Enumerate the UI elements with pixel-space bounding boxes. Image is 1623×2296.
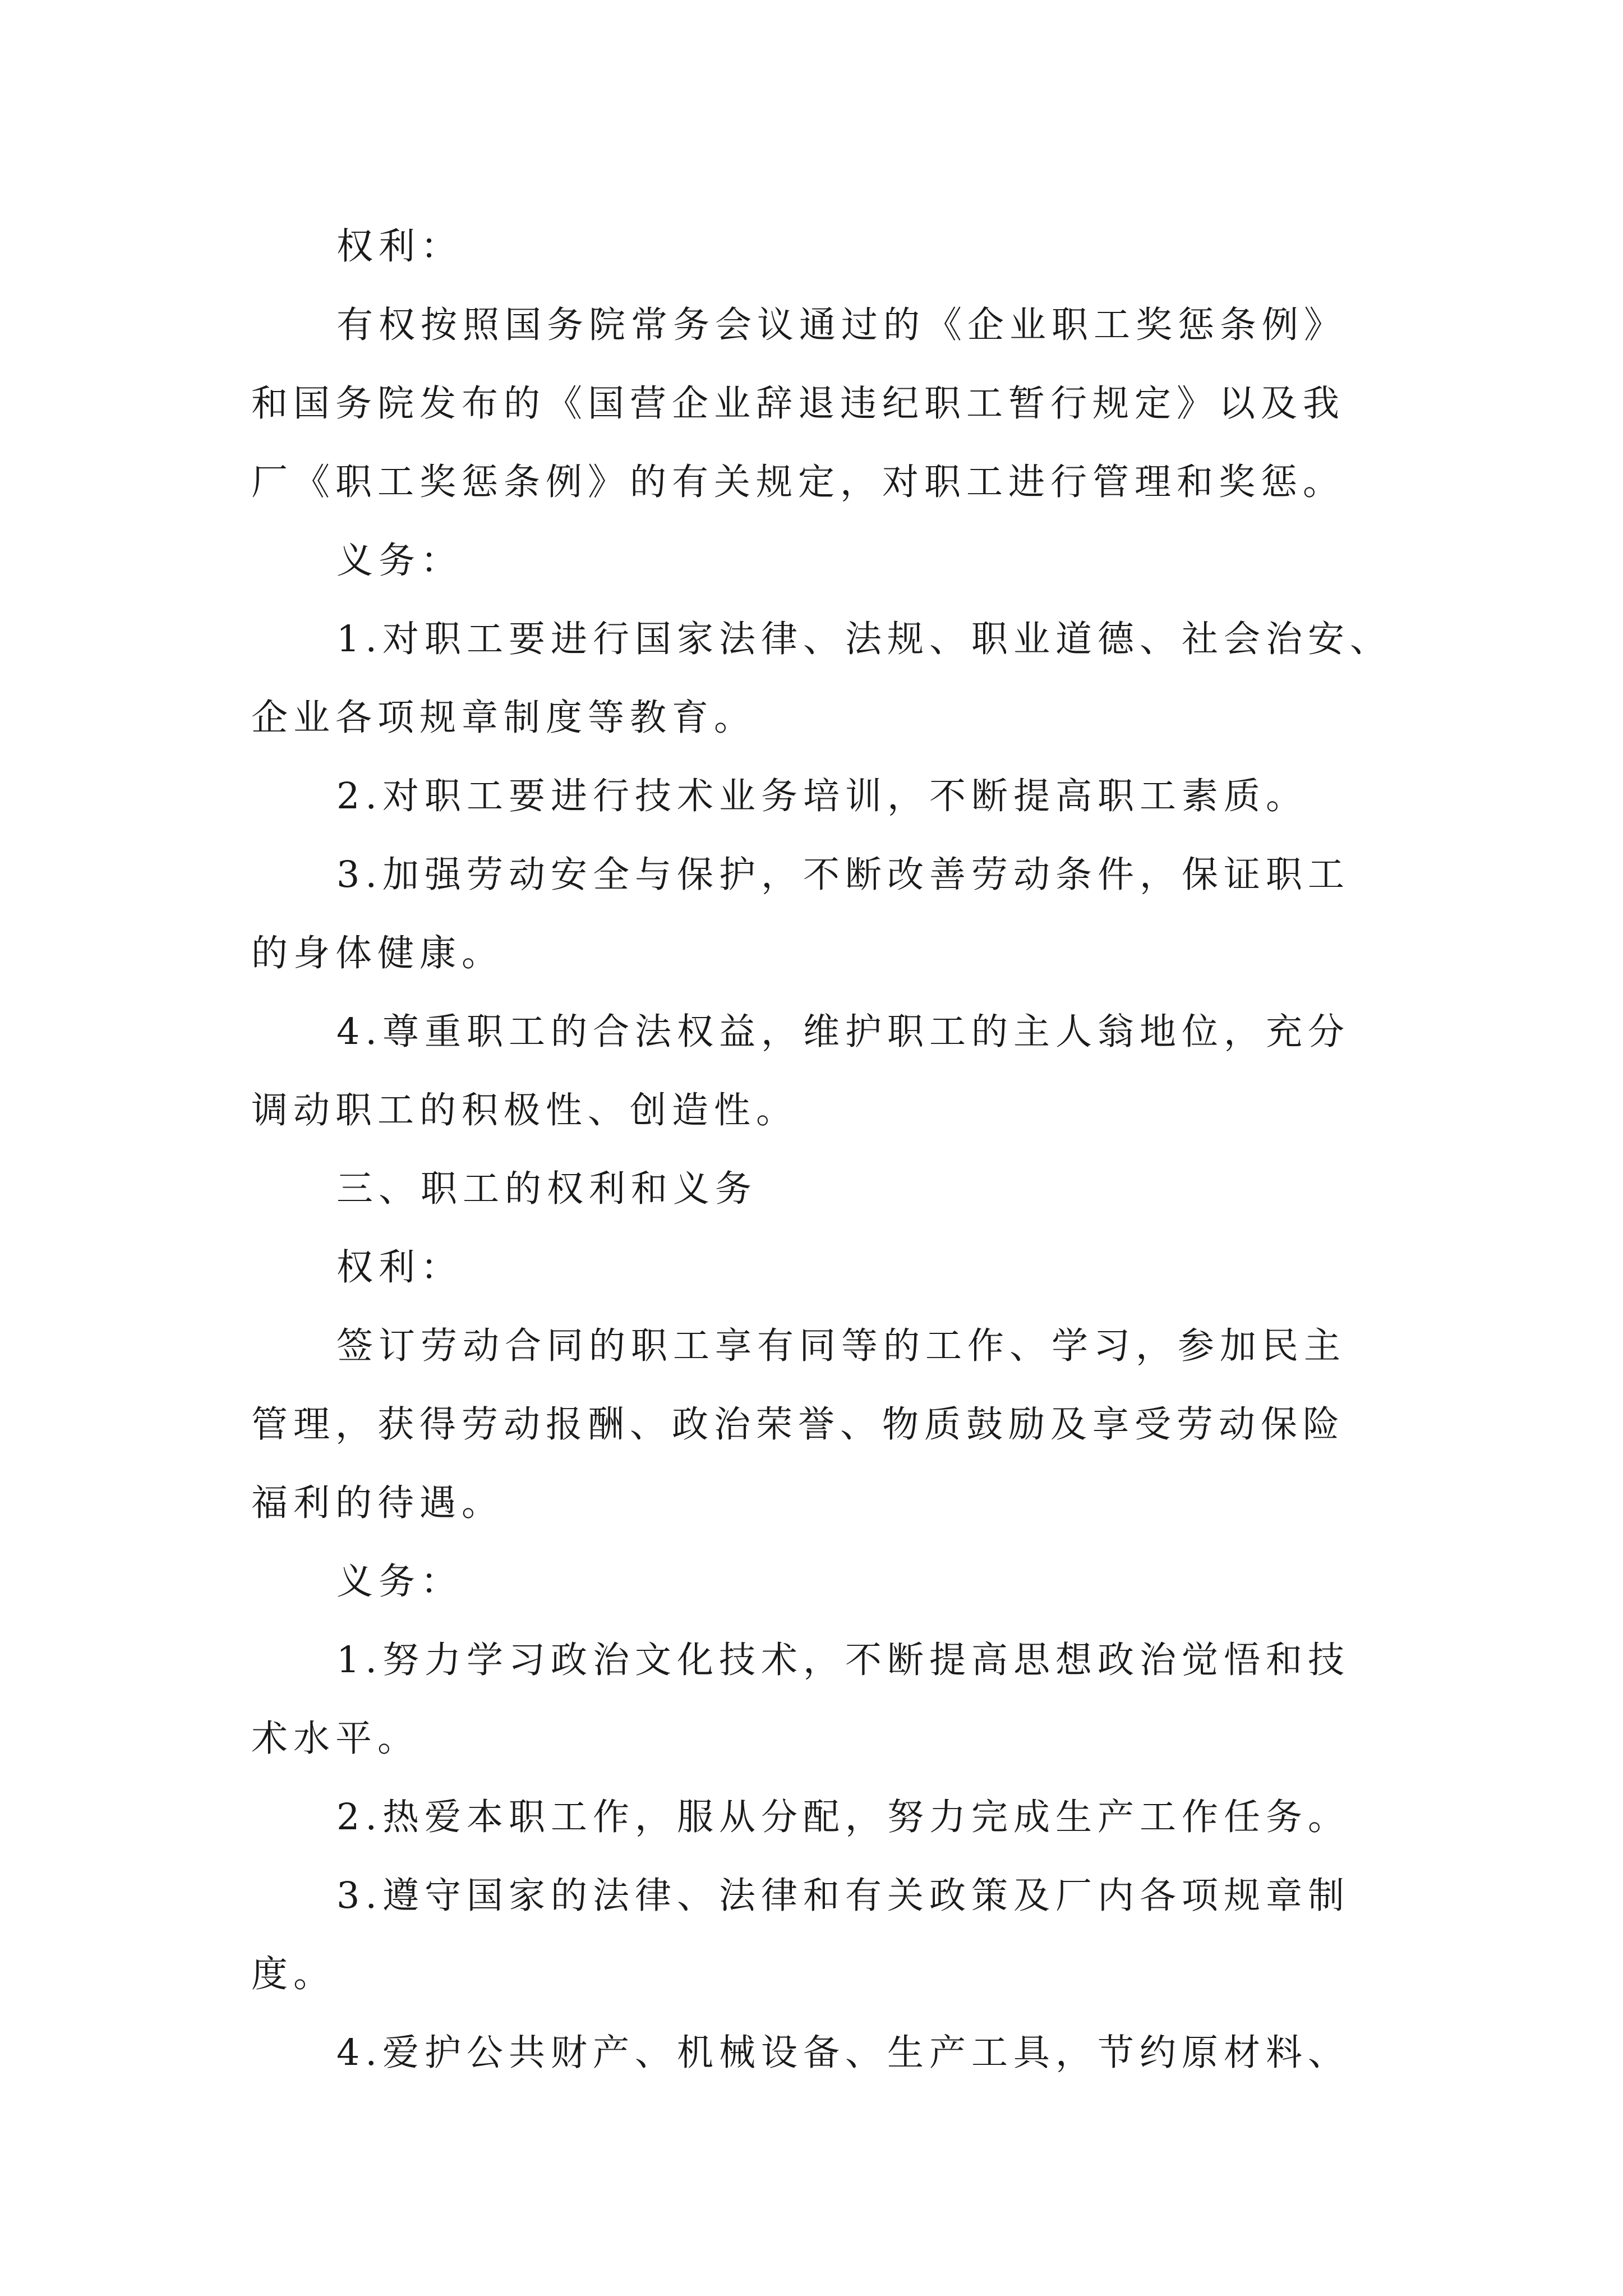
list-item-line: 度。	[251, 1953, 336, 1995]
list-item-line: 术水平。	[251, 1718, 420, 1760]
paragraph-line: 厂《职工奖惩条例》的有关规定，对职工进行管理和奖惩。	[251, 461, 1345, 503]
paragraph-line: 福利的待遇。	[251, 1482, 504, 1524]
list-item-line: 4.爱护公共财产、机械设备、生产工具，节约原材料、	[336, 2032, 1350, 2074]
heading-rights: 权利：	[336, 226, 463, 268]
list-item-line: 调动职工的积极性、创造性。	[251, 1089, 799, 1131]
list-item-line: 2.热爱本职工作，服从分配，努力完成生产工作任务。	[336, 1796, 1350, 1838]
list-item-line: 3.加强劳动安全与保护，不断改善劳动条件，保证职工	[336, 854, 1350, 896]
list-item-line: 2.对职工要进行技术业务培训，不断提高职工素质。	[336, 775, 1308, 817]
document-body	[251, 208, 1418, 2092]
list-item-line: 的身体健康。	[251, 932, 504, 974]
list-item-line: 1.努力学习政治文化技术，不断提高思想政治觉悟和技	[336, 1639, 1350, 1681]
paragraph-line: 管理，获得劳动报酬、政治荣誉、物质鼓励及享受劳动保险	[251, 1404, 1345, 1446]
heading-duties: 义务：	[336, 1561, 463, 1603]
list-item-line: 3.遵守国家的法律、法律和有关政策及厂内各项规章制	[336, 1875, 1350, 1917]
list-item-line: 企业各项规章制度等教育。	[251, 697, 757, 739]
heading-rights: 权利：	[336, 1246, 463, 1289]
list-item-line: 1.对职工要进行国家法律、法规、职业道德、社会治安、	[336, 618, 1393, 660]
paragraph-line: 有权按照国务院常务会议通过的《企业职工奖惩条例》	[336, 304, 1347, 346]
paragraph-line: 和国务院发布的《国营企业辞退违纪职工暂行规定》以及我	[251, 383, 1345, 425]
heading-duties: 义务：	[336, 540, 463, 582]
section-heading: 三、职工的权利和义务	[336, 1168, 758, 1210]
list-item-line: 4.尊重职工的合法权益，维护职工的主人翁地位，充分	[336, 1011, 1350, 1053]
paragraph-line: 签订劳动合同的职工享有同等的工作、学习，参加民主	[336, 1325, 1347, 1367]
